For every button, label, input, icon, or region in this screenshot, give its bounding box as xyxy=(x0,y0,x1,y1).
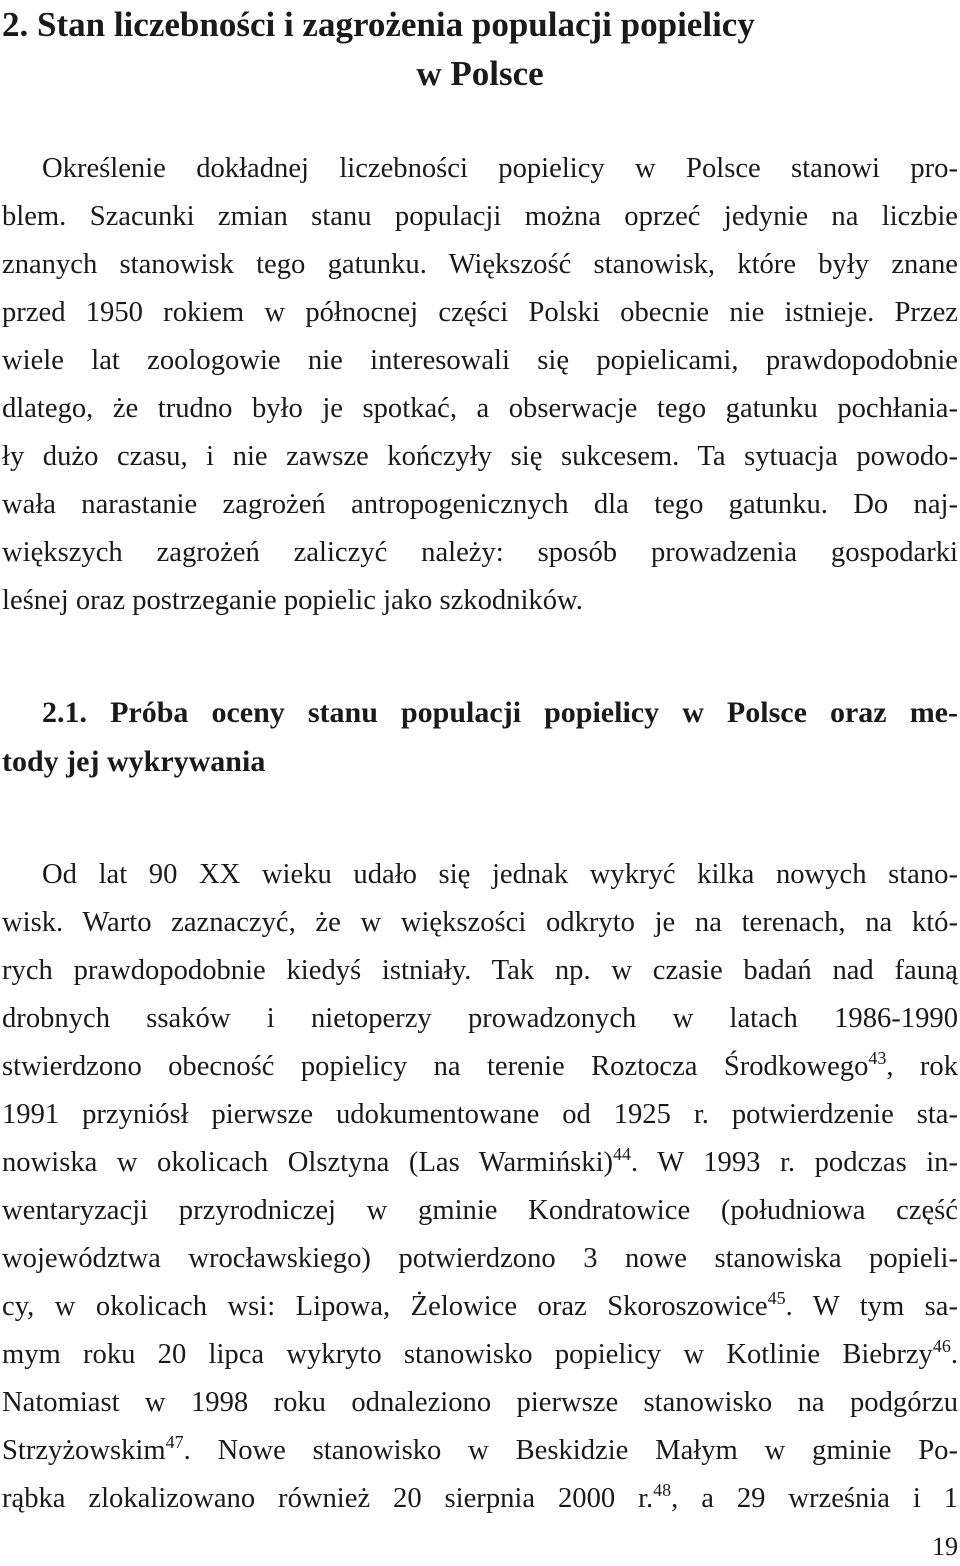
text-line: wentaryzacji przyrodniczej w gminie Kondratowice (południowa część xyxy=(2,1195,958,1226)
text-line: wisk. Warto zaznaczyć, że w większości odkryto je na terenach, na któ- xyxy=(2,907,958,938)
text-line: leśnej oraz postrzeganie popielic jako szkodników. xyxy=(2,585,583,616)
footnote-ref: 45 xyxy=(767,1288,786,1308)
paragraph-intro xyxy=(2,145,958,625)
text-line: Od lat 90 XX wieku udało się jednak wykryć kilka nowych stano- xyxy=(42,859,958,890)
paragraph-findings xyxy=(2,851,958,1523)
footnote-ref: 44 xyxy=(613,1144,632,1164)
text-line: województwa wrocławskiego) potwierdzono 3 nowe stanowiska popieli- xyxy=(2,1243,958,1274)
text-line: dlatego, że trudno było je spotkać, a obserwacje tego gatunku pochłania- xyxy=(2,393,958,424)
text-segment: . W 1993 r. podczas in- xyxy=(631,1147,959,1178)
text-line xyxy=(2,1283,958,1331)
page-number: 19 xyxy=(932,1532,958,1561)
section-heading xyxy=(2,688,958,786)
footnote-ref: 46 xyxy=(932,1336,951,1356)
footnote-ref: 43 xyxy=(868,1048,887,1068)
chapter-heading-line: 2. Stan liczebności i zagrożenia populacji popielicy xyxy=(2,5,755,44)
text-line: blem. Szacunki zmian stanu populacji można oprzeć jedynie na liczbie xyxy=(2,201,958,232)
text-segment: . W tym sa- xyxy=(785,1291,959,1322)
text-line: przed 1950 rokiem w północnej części Polski obecnie nie istnieje. Przez xyxy=(2,297,958,328)
text-line: większych zagrożeń zaliczyć należy: sposób prowadzenia gospodarki xyxy=(2,537,958,568)
footnote-ref: 47 xyxy=(165,1432,184,1452)
text-line: drobnych ssaków i nietoperzy prowadzonych w latach 1986-1990 xyxy=(2,1003,958,1034)
text-segment: cy, w okolicach wsi: Lipowa, Żelowice oraz Skoroszowice xyxy=(2,1291,768,1322)
text-line: 1991 przyniósł pierwsze udokumentowane od 1925 r. potwierdzenie sta- xyxy=(2,1099,958,1130)
text-line xyxy=(2,1475,958,1523)
text-line xyxy=(2,1139,958,1187)
text-line xyxy=(2,1043,958,1091)
section-heading-line: tody jej wykrywania xyxy=(2,745,266,778)
text-segment: . Nowe stanowisko w Beskidzie Małym w gminie Po- xyxy=(183,1435,958,1466)
text-segment: . xyxy=(950,1339,958,1370)
footnote-ref: 48 xyxy=(653,1480,672,1500)
text-segment: nowiska w okolicach Olsztyna (Las Warmiński) xyxy=(2,1147,614,1178)
text-segment: stwierdzono obecność popielicy na terenie Roztocza Środkowego xyxy=(2,1051,869,1082)
text-line: rych prawdopodobnie kiedyś istniały. Tak np. w czasie badań nad fauną xyxy=(2,955,958,986)
chapter-heading-line: w Polsce xyxy=(416,54,544,93)
text-line xyxy=(2,1427,958,1475)
text-segment: rąbka zlokalizowano również 20 sierpnia 2000 r. xyxy=(2,1483,654,1514)
chapter-heading xyxy=(0,0,960,98)
text-segment: mym roku 20 lipca wykryto stanowisko popielicy w Kotlinie Biebrzy xyxy=(2,1339,933,1370)
text-line: znanych stanowisk tego gatunku. Większość stanowisk, które były znane xyxy=(2,249,958,280)
text-segment: , a 29 września i 1 xyxy=(671,1483,959,1514)
text-segment: Strzyżowskim xyxy=(2,1435,166,1466)
text-line: Określenie dokładnej liczebności popielicy w Polsce stanowi pro- xyxy=(42,153,958,184)
text-line: Natomiast w 1998 roku odnaleziono pierwsze stanowisko na podgórzu xyxy=(2,1387,958,1418)
text-line: ły dużo czasu, i nie zawsze kończyły się sukcesem. Ta sytuacja powodo- xyxy=(2,441,958,472)
text-segment: , rok xyxy=(886,1051,958,1082)
section-heading-line: 2.1. Próba oceny stanu populacji popielicy w Polsce oraz me- xyxy=(42,696,958,729)
text-line xyxy=(2,1331,958,1379)
text-line: wiele lat zoologowie nie interesowali się popielicami, prawdopodobnie xyxy=(2,345,958,376)
text-line: wała narastanie zagrożeń antropogenicznych dla tego gatunku. Do naj- xyxy=(2,489,958,520)
